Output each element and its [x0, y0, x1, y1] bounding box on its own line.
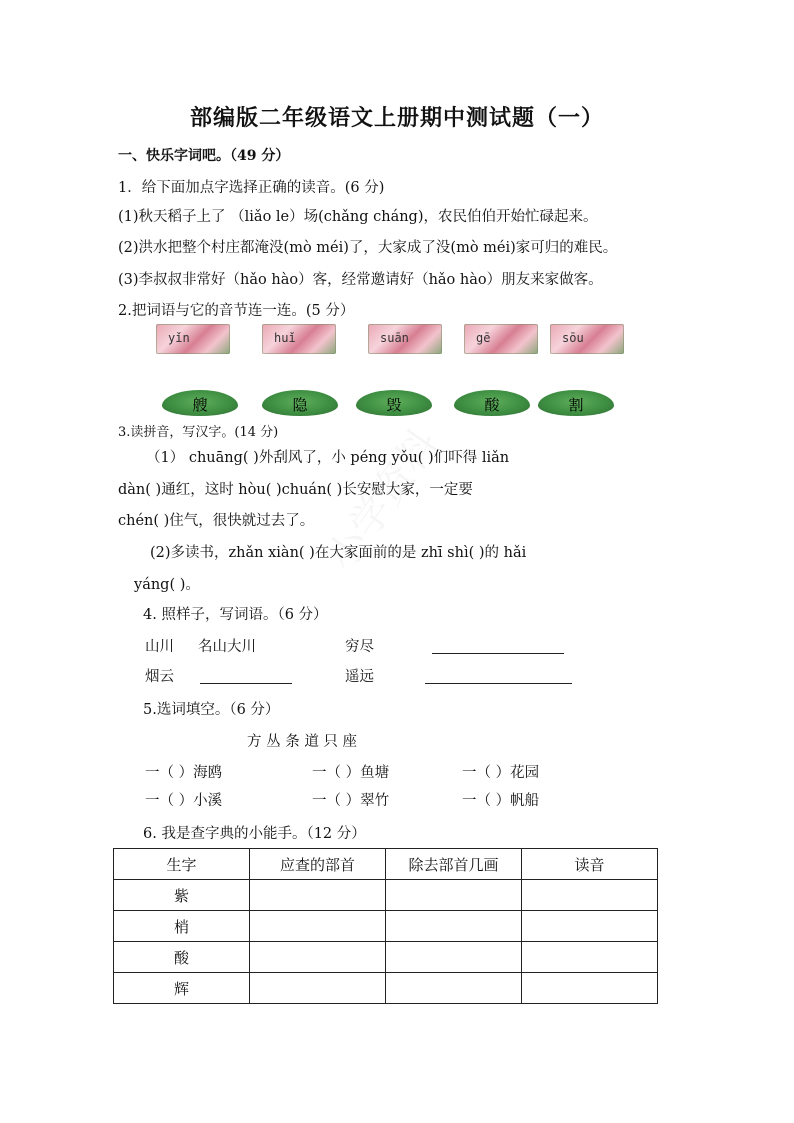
q6-heading: 6. 我是查字典的小能手。（12 分）	[143, 826, 366, 842]
answer-cell[interactable]	[250, 880, 386, 911]
answer-cell[interactable]	[522, 942, 658, 973]
q5-item: 一（ ）花园	[462, 765, 540, 781]
q1-line-2: (2)洪水把整个村庄都淹没(mò méi)了，大家成了没(mò méi)家可归的难民。	[118, 240, 618, 256]
q1-line-3: (3)李叔叔非常好（hǎo hào）客，经常邀请好（hǎo hào）朋友来家做客。	[118, 272, 603, 288]
answer-cell[interactable]	[386, 973, 522, 1004]
q3-line-1: （1） chuāng( )外刮风了，小 péng yǒu( )们吓得 liǎn	[146, 450, 510, 466]
q5-item: 一（ ）帆船	[462, 793, 540, 809]
answer-cell[interactable]	[386, 911, 522, 942]
q3-heading: 3.读拼音，写汉字。(14 分)	[118, 425, 279, 440]
answer-cell[interactable]	[522, 973, 658, 1004]
q5-item: 一（ ）小溪	[145, 793, 223, 809]
table-row	[114, 973, 658, 1004]
q5-item: 一（ ）鱼塘	[312, 765, 390, 781]
q3-line-2: dàn( )通红，这时 hòu( )chuán( )长安慰大家，一定要	[118, 482, 473, 498]
character-label: 隐	[292, 396, 308, 414]
pinyin-label: gē	[476, 331, 491, 345]
table-header-cell: 生字	[114, 849, 250, 880]
dictionary-table	[113, 848, 658, 1004]
character-label: 艘	[192, 396, 208, 414]
q3-line-4: (2)多读书，zhǎn xiàn( )在大家面前的是 zhī shì( )的 hǎi	[150, 545, 527, 561]
q1-line-1: (1)秋天稻子上了 （liǎo le）场(chǎng cháng)，农民伯伯开始忙碌起来。	[118, 209, 598, 225]
character-cell: 梢	[114, 911, 250, 942]
answer-cell[interactable]	[386, 942, 522, 973]
q4-word-1: 穷尽	[345, 639, 374, 655]
page-title: 部编版二年级语文上册期中测试题（一）	[189, 105, 604, 131]
q2-heading: 2.把词语与它的音节连一连。(5 分）	[118, 303, 355, 319]
q1-heading: 1．给下面加点字选择正确的读音。(6 分)	[118, 180, 385, 196]
leaf-card-1	[162, 390, 238, 416]
lotus-card-4	[464, 324, 538, 354]
leaf-card-4	[454, 390, 530, 416]
character-label: 酸	[484, 396, 500, 414]
lotus-card-3	[368, 324, 442, 354]
table-header-cell: 读音	[522, 849, 658, 880]
table-header-row	[114, 849, 658, 880]
table-header-cell: 除去部首几画	[386, 849, 522, 880]
character-cell: 辉	[114, 973, 250, 1004]
q5-choices: 方 丛 条 道 只 座	[247, 734, 358, 750]
character-label: 割	[568, 396, 584, 414]
q4-word-3: 遥远	[345, 669, 374, 685]
lotus-card-5	[550, 324, 624, 354]
answer-line[interactable]	[425, 683, 572, 684]
table-header-cell: 应查的部首	[250, 849, 386, 880]
q5-heading: 5.选词填空。（6 分）	[143, 702, 280, 718]
character-cell: 酸	[114, 942, 250, 973]
q3-line-5: yáng( )。	[134, 577, 200, 593]
character-cell: 紫	[114, 880, 250, 911]
leaf-card-5	[538, 390, 614, 416]
character-label: 毁	[386, 396, 402, 414]
answer-cell[interactable]	[522, 911, 658, 942]
answer-cell[interactable]	[386, 880, 522, 911]
leaf-card-2	[262, 390, 338, 416]
table-row	[114, 880, 658, 911]
lotus-card-1	[156, 324, 230, 354]
section-heading: 一、快乐字词吧。（49 分）	[118, 148, 290, 164]
leaf-card-3	[356, 390, 432, 416]
answer-cell[interactable]	[250, 911, 386, 942]
pinyin-label: sōu	[562, 331, 584, 345]
q4-example-b: 名山大川	[198, 639, 256, 655]
q4-word-2: 烟云	[145, 669, 174, 685]
answer-cell[interactable]	[250, 942, 386, 973]
lotus-card-2	[262, 324, 336, 354]
q4-heading: 4. 照样子，写词语。（6 分）	[143, 607, 328, 623]
q5-item: 一（ ）翠竹	[312, 793, 390, 809]
answer-cell[interactable]	[522, 880, 658, 911]
q4-example-a: 山川	[145, 639, 174, 655]
table-row	[114, 942, 658, 973]
answer-line[interactable]	[200, 683, 292, 684]
pinyin-label: suān	[380, 331, 409, 345]
q5-item: 一（ ）海鸥	[145, 765, 223, 781]
answer-line[interactable]	[432, 653, 564, 654]
q3-line-3: chén( )住气，很快就过去了。	[118, 513, 315, 529]
table-row	[114, 911, 658, 942]
pinyin-label: yǐn	[168, 331, 190, 345]
answer-cell[interactable]	[250, 973, 386, 1004]
pinyin-label: huǐ	[274, 331, 296, 345]
